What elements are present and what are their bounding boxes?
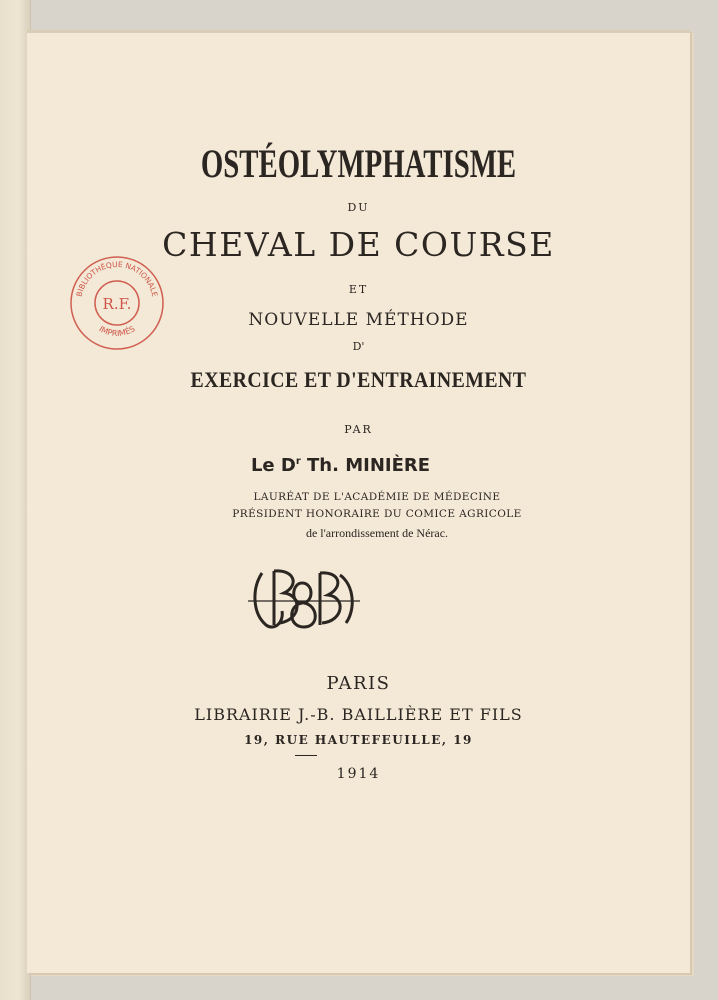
svg-text:IMPRIMÉS: IMPRIMÉS: [97, 324, 137, 339]
imprint-year: 1914: [336, 766, 381, 782]
imprint-divider: [295, 755, 317, 756]
title-d: D': [352, 340, 365, 353]
by-label: PAR: [344, 423, 373, 436]
title-line-1: OSTÉOLYMPHATISME: [200, 141, 517, 186]
affiliation-1: LAURÉAT DE L'ACADÉMIE DE MÉDECINE: [253, 491, 501, 503]
affiliation-3: de l'arrondissement de Nérac.: [305, 526, 449, 540]
title-line-2: CHEVAL DE COURSE: [162, 225, 555, 264]
svg-text:R.F.: R.F.: [102, 295, 132, 313]
svg-text:BIBLIOTHÈQUE NATIONALE: BIBLIOTHÈQUE NATIONALE: [74, 259, 160, 298]
title-et: ET: [348, 283, 369, 296]
imprint-publisher: LIBRAIRIE J.-B. BAILLIÈRE ET FILS: [194, 705, 523, 724]
affiliation-2: PRÉSIDENT HONORAIRE DU COMICE AGRICOLE: [232, 508, 522, 520]
title-du: DU: [347, 201, 370, 214]
author-name: Le $D^r$ Th. MINIÈRE: [250, 455, 431, 476]
title-page: [27, 30, 690, 973]
imprint-city: PARIS: [326, 673, 391, 694]
title-line-4: EXERCICE ET D'ENTRAINEMENT: [190, 367, 527, 392]
title-line-3: NOUVELLE MÉTHODE: [248, 310, 469, 330]
library-stamp-icon: [67, 253, 167, 353]
imprint-address: 19, RUE HAUTEFEUILLE, 19: [244, 733, 473, 747]
publisher-monogram-icon: [244, 563, 364, 638]
